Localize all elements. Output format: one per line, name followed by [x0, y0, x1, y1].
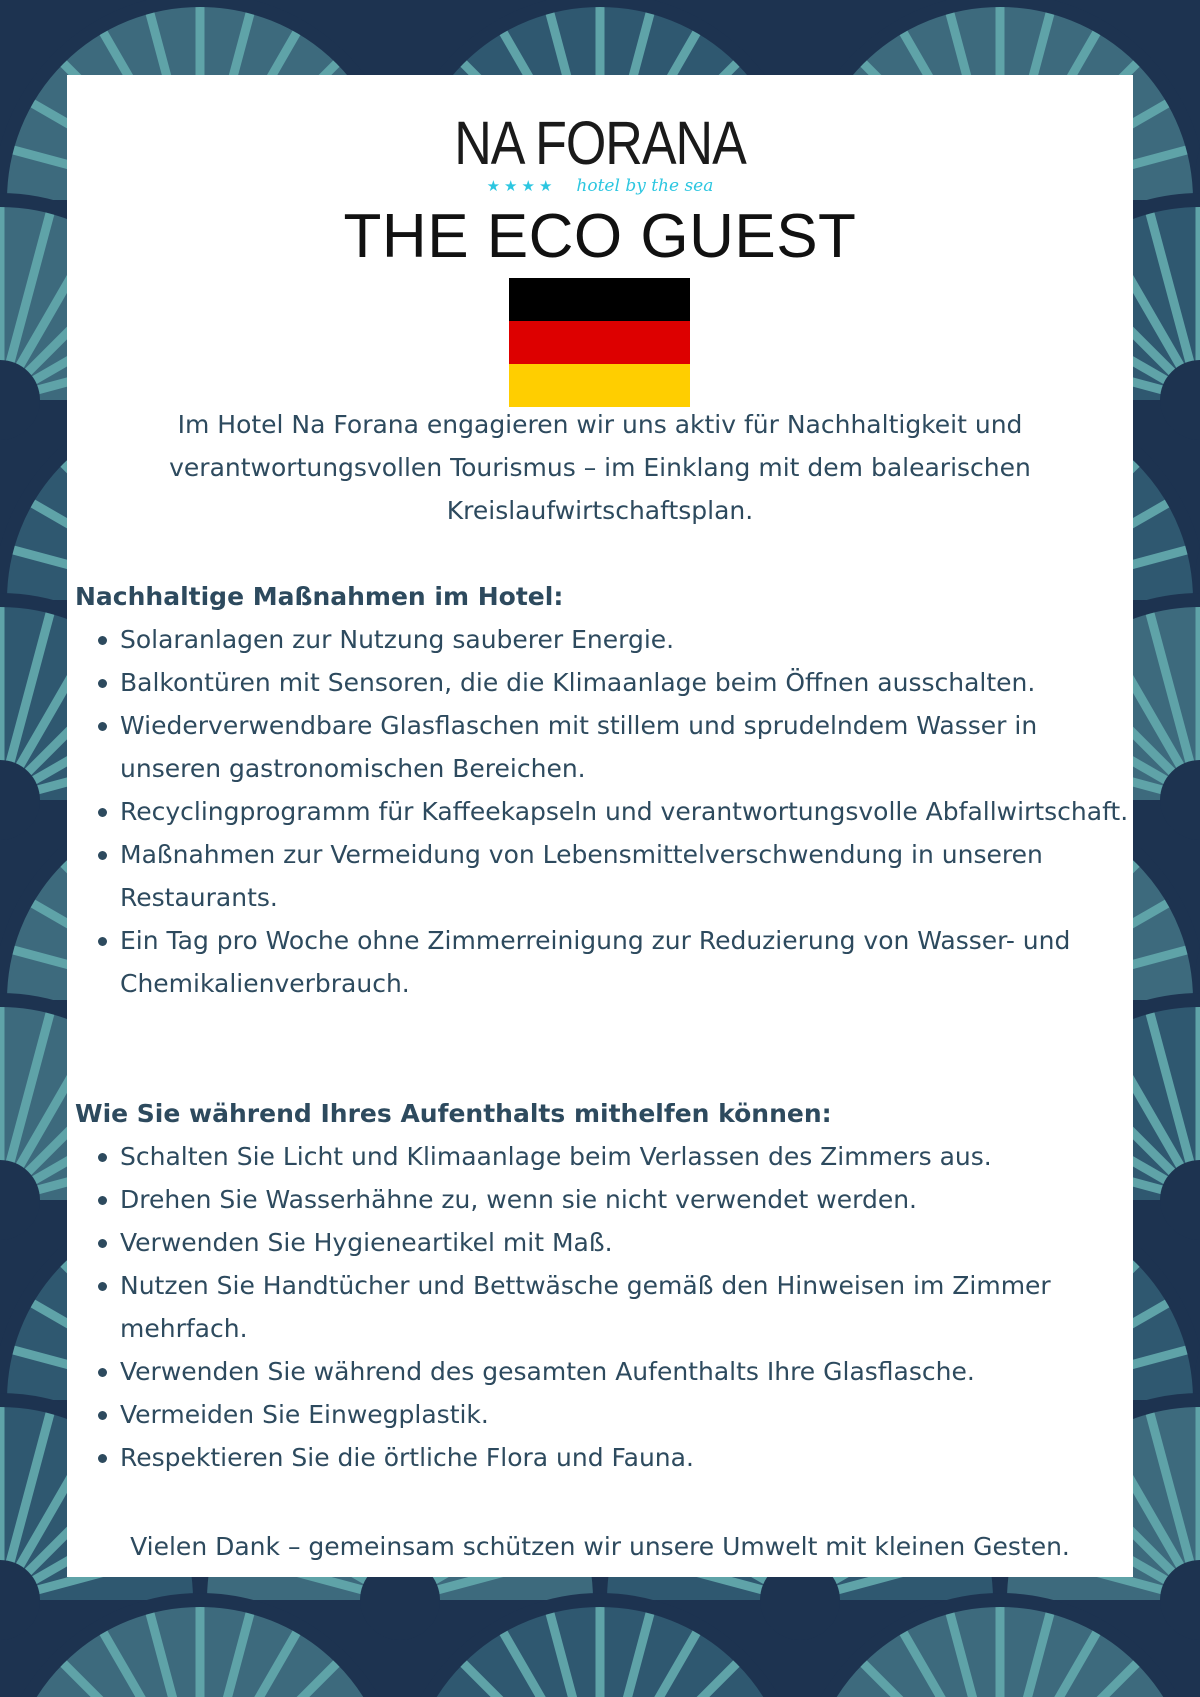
- list-item: Drehen Sie Wasserhähne zu, wenn sie nicht verwendet werden.: [75, 1178, 1135, 1221]
- star-rating-icon: ★★★★: [486, 177, 557, 195]
- list-item: Verwenden Sie während des gesamten Aufenthalts Ihre Glasflasche.: [75, 1350, 1135, 1393]
- hotel-measures-list: [75, 618, 1135, 1005]
- intro-paragraph: Im Hotel Na Forana engagieren wir uns aktiv für Nachhaltigkeit und verantwortungsvollen Tourismus – im Einklang mit dem balearischen Kreislaufwirtschaftsplan.: [169, 410, 1031, 525]
- list-item: Balkontüren mit Sensoren, die die Klimaanlage beim Öffnen ausschalten.: [75, 661, 1135, 704]
- fan-motif: [0, 1600, 400, 1697]
- section-heading-hotel-measures: Nachhaltige Maßnahmen im Hotel:: [75, 582, 564, 611]
- list-item: Schalten Sie Licht und Klimaanlage beim Verlassen des Zimmers aus.: [75, 1135, 1135, 1178]
- fan-motif: [400, 1600, 800, 1697]
- hotel-logo-subline: [67, 175, 1133, 197]
- list-item: Wiederverwendbare Glasflaschen mit stillem und sprudelndem Wasser in unseren gastronomischen Bereichen.: [75, 704, 1135, 790]
- list-item: Ein Tag pro Woche ohne Zimmerreinigung zur Reduzierung von Wasser- und Chemikalienverbrauch.: [75, 919, 1135, 1005]
- list-item: Maßnahmen zur Vermeidung von Lebensmittelverschwendung in unseren Restaurants.: [75, 833, 1135, 919]
- list-item: Solaranlagen zur Nutzung sauberer Energie.: [75, 618, 1135, 661]
- fan-motif: [800, 1600, 1200, 1697]
- list-item: Nutzen Sie Handtücher und Bettwäsche gemäß den Hinweisen im Zimmer mehrfach.: [75, 1264, 1135, 1350]
- guest-help-list: [75, 1135, 1135, 1479]
- hotel-tagline: hotel by the sea: [576, 176, 714, 196]
- eco-guest-card: [67, 75, 1133, 1577]
- germany-flag-icon: [509, 278, 690, 407]
- flag-stripe-black: [509, 278, 690, 321]
- flag-stripe-gold: [509, 364, 690, 407]
- list-item: Verwenden Sie Hygieneartikel mit Maß.: [75, 1221, 1135, 1264]
- page-title: THE ECO GUEST: [343, 202, 857, 271]
- list-item: Vermeiden Sie Einwegplastik.: [75, 1393, 1135, 1436]
- list-item: Respektieren Sie die örtliche Flora und Fauna.: [75, 1436, 1135, 1479]
- list-item: Recyclingprogramm für Kaffeekapseln und verantwortungsvolle Abfallwirtschaft.: [75, 790, 1135, 833]
- thank-you-note: Vielen Dank – gemeinsam schützen wir unsere Umwelt mit kleinen Gesten.: [130, 1532, 1070, 1561]
- section-heading-guest-help: Wie Sie während Ihres Aufenthalts mithelfen können:: [75, 1099, 832, 1128]
- hotel-logo-name: NA FORANA: [454, 109, 746, 179]
- flag-stripe-red: [509, 321, 690, 364]
